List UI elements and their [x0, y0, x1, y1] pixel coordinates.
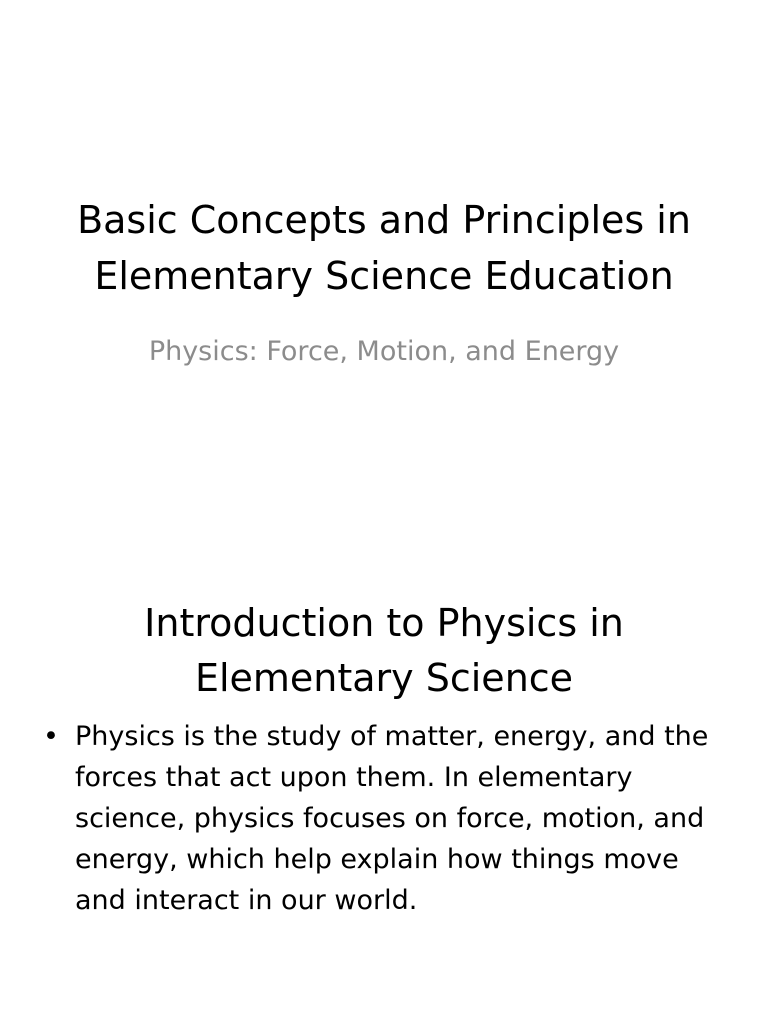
slide-title: Introduction to Physics in Elementary Science — [144, 601, 624, 700]
bullet-text: Physics is the study of matter, energy, and the forces that act upon them. In elementary science, physics focuses on force, motion, and energy, which help explain how things move and interact in our world. — [75, 721, 709, 916]
bullet-icon: • — [43, 721, 59, 752]
content-slide — [0, 512, 768, 1024]
bullet-list — [38, 716, 728, 921]
bullet-item — [38, 716, 728, 921]
slide-title: Basic Concepts and Principles in Elementary Science Education — [77, 198, 691, 298]
slide-subtitle: Physics: Force, Motion, and Energy — [148, 336, 620, 367]
